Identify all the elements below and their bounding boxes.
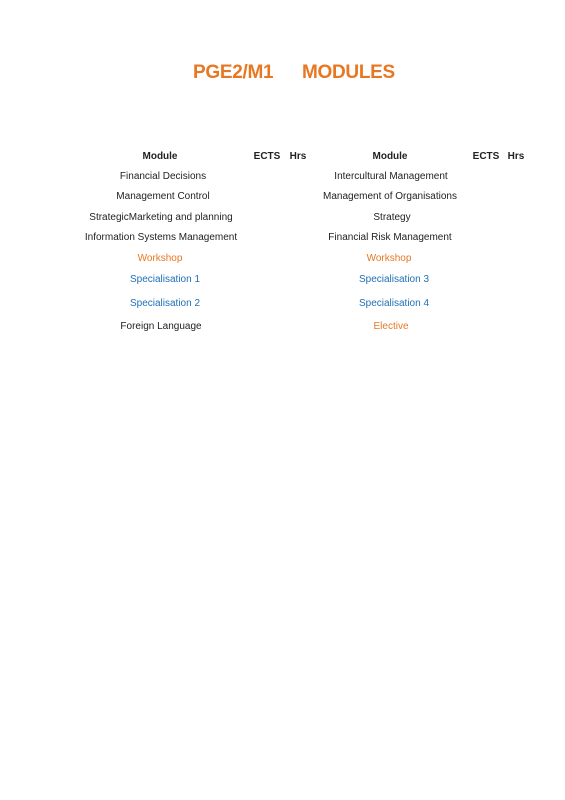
right-module-row: Management of Organisations <box>323 191 457 202</box>
right-header-ects: ECTS <box>472 151 500 162</box>
right-header-hrs: Hrs <box>507 151 525 162</box>
left-module-row: StrategicMarketing and planning <box>89 212 233 223</box>
title-modules: MODULES <box>302 62 395 83</box>
left-header-ects: ECTS <box>253 151 281 162</box>
right-module-row: Strategy <box>373 212 411 223</box>
left-specialisation-row: Specialisation 2 <box>129 298 201 309</box>
left-header-hrs: Hrs <box>289 151 307 162</box>
right-module-row: Intercultural Management <box>334 171 448 182</box>
right-specialisation-row: Specialisation 4 <box>358 298 430 309</box>
right-header-module: Module <box>372 151 408 162</box>
right-module-row: Financial Risk Management <box>328 232 452 243</box>
left-module-row: Management Control <box>116 191 210 202</box>
right-elective-row: Elective <box>373 321 409 332</box>
title-program: PGE2/M1 <box>193 62 274 83</box>
page-title <box>0 62 565 90</box>
left-module-row: Foreign Language <box>120 321 202 332</box>
left-workshop-row: Workshop <box>137 253 183 264</box>
left-module-row: Information Systems Management <box>84 232 238 243</box>
left-header-module: Module <box>142 151 178 162</box>
left-specialisation-row: Specialisation 1 <box>129 274 201 285</box>
left-module-row: Financial Decisions <box>119 171 207 182</box>
right-workshop-row: Workshop <box>366 253 412 264</box>
right-specialisation-row: Specialisation 3 <box>358 274 430 285</box>
